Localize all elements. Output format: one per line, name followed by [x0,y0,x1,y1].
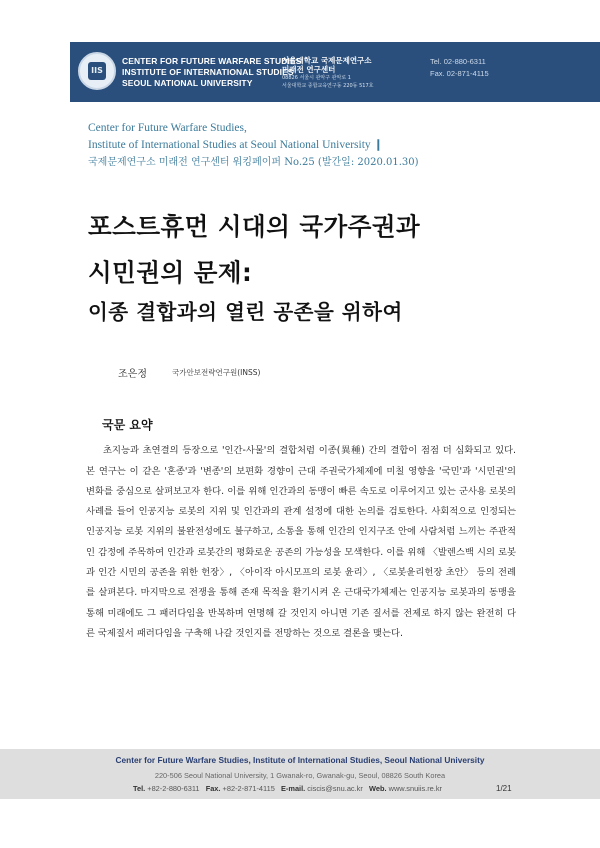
footer-fax-label: Fax. [205,784,221,793]
header-en-line: CENTER FOR FUTURE WARFARE STUDIES [122,56,302,66]
header-en-line: SEOUL NATIONAL UNIVERSITY [122,78,253,88]
title-line: 시민권의 문제: [88,258,253,287]
header-ko-address: 08826 서울시 관악구 관악로 1 [282,75,351,81]
footer-fax: +82-2-871-4115 [222,784,275,793]
header-tel: Tel. 02-880-6311 [430,57,486,66]
series-working-paper: 국제문제연구소 미래전 연구센터 워킹페이퍼 No.25 (발간일: 2020.01.30) [88,157,419,168]
header-ko-center: 미래전 연구센터 [282,65,336,74]
header-english-title [122,56,301,89]
series-institute: Institute of International Studies at Seoul National University [88,139,371,151]
abstract-body: 초지능과 초연결의 등장으로 '인간-사물'의 결합처럼 이종(異種) 간의 결합이 점점 더 심화되고 있다. 본 연구는 이 같은 '혼종'과 '변종'의 보편화 경향이 근대 주권국가체제에 미칠 영향을 '국민'과 '시민권'의 변화를 중심으로 살펴보고자 한다. 이를 위해 인간과의 동맹이 빠른 속도로 이루어지고 있는 군사용 로봇의 사례를 들어 인공지능 로봇의 지위 및 인간과의 관계 설정에 대한 논의를 검토한다. 사회적으로 인정되는 인공지능 로봇 지위의 불완전성에도 불구하고, 소통을 통해 인간의 인지구조 안에 사람처럼 느끼는 주관적인 감정에 주목하여 인간과 로봇간의 평화로운 공존의 가능성을 모색한다. 이를 위해 〈발렌스백 시의 로봇과 인간 시민의 공존을 위한 헌장〉, 〈아이작 아시모프의 로봇 윤리〉, 〈로봇윤리헌장 초안〉 등의 전례를 살펴본다. 마지막으로 전쟁을 통해 존재 목적을 환기시켜 온 근대국가체제는 인공지능 로봇과의 동맹을 통해 미래에도 그 패러다임을 반복하며 연명해 갈 것인지 아니면 기존 질서를 전제로 하지 않는 완전히 다른 국제질서 패러다임을 구축해 나갈 것인지를 전망하는 것으로 결론을 맺는다. [86,445,516,639]
series-info [88,120,419,171]
series-line: Center for Future Warfare Studies, [88,122,247,134]
footer-tel-label: Tel. [133,784,146,793]
header-ko-institute: 서울대학교 국제문제연구소 [282,56,372,65]
footer-web-label: Web. [369,784,387,793]
header-contact [430,56,489,80]
footer-contact [133,784,483,793]
author-affiliation: 국가안보전략연구원(INSS) [172,368,261,377]
abstract-heading: 국문 요약 [102,418,153,432]
page-title [88,204,420,296]
footer-tel: +82-2-880-6311 [147,784,200,793]
series-line [88,137,419,154]
footer-email-link[interactable]: ciscis@snu.ac.kr [307,784,363,793]
footer-address: 220-506 Seoul National University, 1 Gwanak-ro, Gwanak-gu, Seoul, 08826 South Korea [154,771,446,780]
series-divider: ❙ [373,139,384,151]
header-ko-address: 서울대학교 종합교육연구동 220동 517호 [282,83,374,89]
seal-lettering: IIS [91,66,103,75]
university-seal-logo [78,52,116,90]
footer-web-link[interactable]: www.snuiis.re.kr [388,784,442,793]
title-line: 포스트휴먼 시대의 국가주권과 [88,212,421,241]
header-korean-title [282,56,373,90]
author-name: 조은정 [118,369,147,380]
page-number: 1/21 [496,784,512,793]
footer-email-label: E-mail. [280,784,306,793]
footer-center-name: Center for Future Warfare Studies, Institute of International Studies, Seoul National University [115,755,485,765]
header-fax: Fax. 02-871-4115 [430,69,489,78]
page-subtitle: 이종 결합과의 열린 공존을 위하여 [88,300,403,324]
header-en-line: INSTITUTE OF INTERNATIONAL STUDIES [122,67,294,77]
